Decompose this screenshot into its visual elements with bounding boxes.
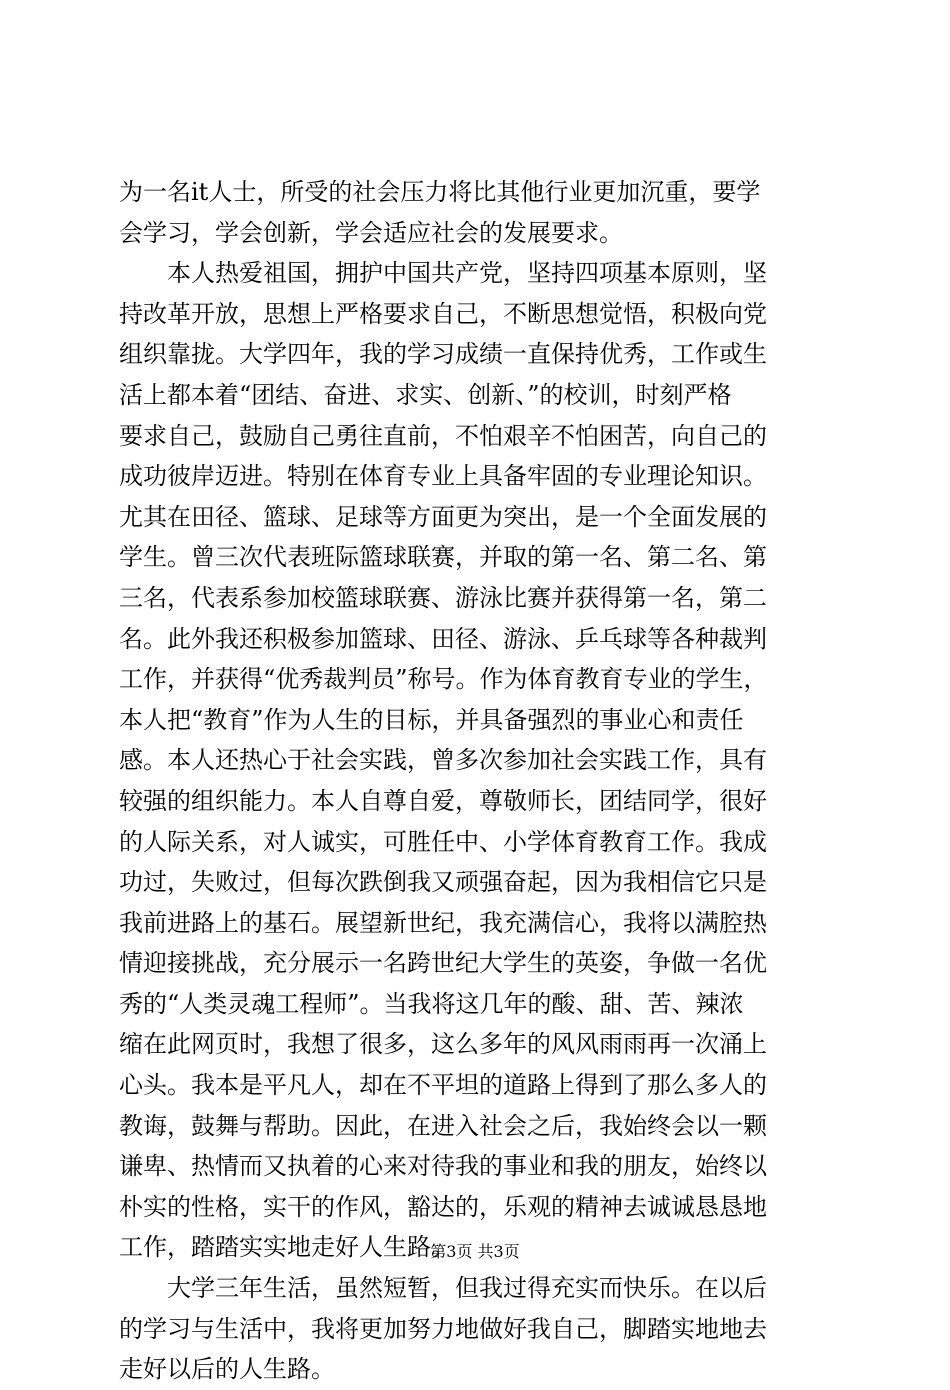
text-line: 的人际关系，对人诚实，可胜任中、小学体育教育工作。我成 bbox=[119, 827, 767, 856]
page-number-footer: 第3页 共3页 bbox=[430, 1242, 520, 1261]
paragraph-start-line: 大学三年生活，虽然短暂，但我过得充实而快乐。在以后 bbox=[167, 1274, 767, 1303]
text-line: 工作，并获得“优秀裁判员”称号。作为体育教育专业的学生， bbox=[119, 665, 768, 694]
text-line: 名。此外我还积极参加篮球、田径、游泳、乒乓球等各种裁判 bbox=[119, 624, 767, 653]
document-body bbox=[119, 172, 833, 1390]
text-line: 秀的“人类灵魂工程师”。当我将这几年的酸、甜、苦、辣浓 bbox=[119, 989, 744, 1018]
text-line: 尤其在田径、篮球、足球等方面更为突出，是一个全面发展的 bbox=[119, 502, 767, 531]
text-line: 组织靠拢。大学四年，我的学习成绩一直保持优秀，工作或生 bbox=[119, 340, 767, 369]
text-line: 的学习与生活中，我将更加努力地做好我自己，脚踏实地地去 bbox=[119, 1314, 767, 1343]
text-line: 学生。曾三次代表班际篮球联赛，并取的第一名、第二名、第 bbox=[119, 543, 767, 572]
text-line: 成功彼岸迈进。特别在体育专业上具备牢固的专业理论知识。 bbox=[119, 462, 767, 491]
text-line: 要求自己，鼓励自己勇往直前，不怕艰辛不怕困苦，向自己的 bbox=[119, 421, 767, 450]
text-line: 谦卑、热情而又执着的心来对待我的事业和我的朋友，始终以 bbox=[119, 1152, 767, 1181]
text-line: 朴实的性格，实干的作风，豁达的，乐观的精神去诚诚恳恳地 bbox=[119, 1192, 767, 1221]
text-line: 本人把“教育”作为人生的目标，并具备强烈的事业心和责任 bbox=[119, 705, 744, 734]
text-line: 走好以后的人生路。 bbox=[119, 1355, 335, 1384]
text-line: 心头。我本是平凡人，却在不平坦的道路上得到了那么多人的 bbox=[119, 1071, 767, 1100]
paragraph-start-line: 本人热爱祖国，拥护中国共产党，坚持四项基本原则，坚 bbox=[167, 259, 767, 288]
text-line: 会学习，学会创新，学会适应社会的发展要求。 bbox=[119, 218, 623, 247]
text-line: 感。本人还热心于社会实践，曾多次参加社会实践工作，具有 bbox=[119, 746, 767, 775]
text-line: 功过，失败过，但每次跌倒我又顽强奋起，因为我相信它只是 bbox=[119, 868, 767, 897]
text-line: 持改革开放，思想上严格要求自己，不断思想觉悟，积极向党 bbox=[119, 299, 767, 328]
text-line: 情迎接挑战，充分展示一名跨世纪大学生的英姿，争做一名优 bbox=[119, 949, 767, 978]
text-line: 教诲，鼓舞与帮助。因此，在进入社会之后，我始终会以一颗 bbox=[119, 1111, 767, 1140]
text-line: 三名，代表系参加校篮球联赛、游泳比赛并获得第一名，第二 bbox=[119, 583, 767, 612]
text-line: 缩在此网页时，我想了很多，这么多年的风风雨雨再一次涌上 bbox=[119, 1030, 767, 1059]
text-line: 工作，踏踏实实地走好人生路。 bbox=[119, 1233, 455, 1262]
text-line: 我前进路上的基石。展望新世纪，我充满信心，我将以满腔热 bbox=[119, 908, 767, 937]
text-line: 为一名it人士，所受的社会压力将比其他行业更加沉重，要学 bbox=[119, 178, 761, 206]
text-line: 活上都本着“团结、奋进、求实、创新、”的校训，时刻严格 bbox=[119, 380, 732, 409]
text-line: 较强的组织能力。本人自尊自爱，尊敬师长，团结同学，很好 bbox=[119, 786, 767, 815]
